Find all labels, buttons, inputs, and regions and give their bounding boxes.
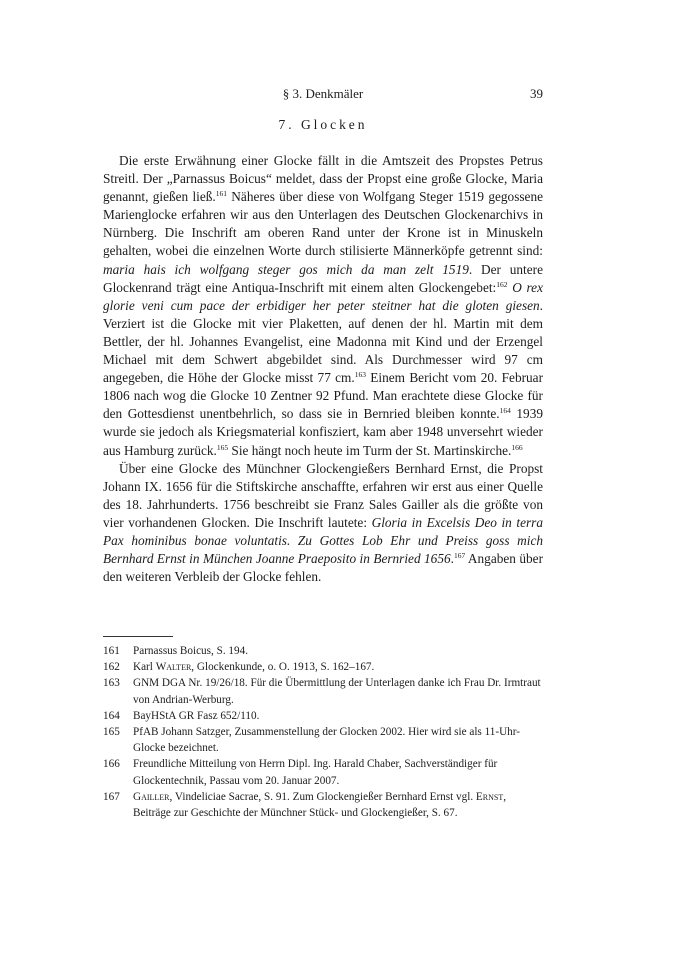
inscription-text: maria hais ich wolfgang steger gos mich da man zelt 1519 xyxy=(103,261,469,277)
footnote-163: 163 GNM DGA Nr. 19/26/18. Für die Übermittlung der Unterlagen danke ich Frau Dr. Irmtraut von Andrian-Werburg. xyxy=(103,677,541,706)
paragraph-2: Über eine Glocke des Münchner Glockengießers Bernhard Ernst, die Propst Johann IX. 1656 für die Stiftskirche anschaffte, erfahren wir erst aus einer Quelle des 18. Jahrhunderts. 1756 beschreibt sie Franz Sales Gailler als die größte von vier vorhandenen Glocken. Die Inschrift lautete: Gloria in Excelsis Deo in terra Pax hominibus bonae voluntatis. Zu Gottes Lob Ehr und Preiss goss mich Bernhard Ernst in München Joanne Praeposito in Bernried 1656.$^{167}$ Angaben über den weiteren Verbleib der Glocke fehlen. xyxy=(103,460,544,585)
inscription-text: Gloria in Excelsis Deo in terra Pax hominibus bonae voluntatis. Zu Gottes Lob Ehr und Preiss goss mich Bernhard Ernst in München Joanne Praeposito in Bernried 1656 xyxy=(103,514,543,567)
footnote-ref-167[interactable]: 167 xyxy=(453,551,466,561)
footnote-ref-161[interactable]: 161 xyxy=(215,189,227,199)
footnote-ref-164[interactable]: 164 xyxy=(499,406,511,416)
page-number: 39 xyxy=(530,86,543,101)
footnote-161: 161 Parnassus Boicus, S. 194. xyxy=(103,645,248,657)
footnote-165: 165 PfAB Johann Satzger, Zusammenstellung der Glocken 2002. Hier wird sie als 11-Uhr-Glocke bezeichnet. xyxy=(103,726,520,755)
footnote-167: 167 Gailler, Vindeliciae Sacrae, S. 91. Zum Glockengießer Bernhard Ernst vgl. Ernst, Beiträge zur Geschichte der Münchner Stück- und Glockengießer, S. 67. xyxy=(103,790,507,820)
footnote-ref-166[interactable]: 166 xyxy=(511,442,523,452)
section-title: 7. Glocken xyxy=(278,117,368,132)
footnote-162: 162 Karl Walter, Glockenkunde, o. O. 1913, S. 162–167. xyxy=(103,661,375,674)
footnote-ref-165[interactable]: 165 xyxy=(216,442,229,452)
page-header xyxy=(103,86,543,106)
running-title: § 3. Denkmäler xyxy=(282,86,364,101)
footnote-ref-162[interactable]: 162 xyxy=(496,279,508,289)
footnote-divider xyxy=(103,636,173,637)
footnote-164: 164 BayHStA GR Fasz 652/110. xyxy=(103,709,260,722)
footnote-ref-163[interactable]: 163 xyxy=(354,370,366,380)
inscription-text: O rex glorie veni cum pace der erbidiger her peter steitner hat die gloten giesen xyxy=(103,279,543,313)
footnote-166: 166 Freundliche Mitteilung von Herrn Dipl. Ing. Harald Chaber, Sachverständiger für Glockentechnik, Passau vom 20. Januar 2007. xyxy=(103,758,498,787)
footnotes xyxy=(103,643,543,821)
main-text xyxy=(103,152,543,586)
paragraph-1: Die erste Erwähnung einer Glocke fällt in die Amtszeit des Propstes Petrus Streitl. Der „Parnassus Boicus“ meldet, dass der Propst eine große Glocke, Maria genannt, gießen ließ.$^{161}$ Näheres über diese von Wolfgang Steger 1519 gegossene Marienglocke erfahren wir aus den Unterlagen des Deutschen Glockenarchivs in Nürnberg. Die Inschrift am oberen Rand unter der Krone ist in Minuskeln gehalten, wobei die einzelnen Worte durch stilisierte Männerköpfe getrennt sind: maria hais ich wolfgang steger gos mich da man zelt 1519. Der untere Glockenrand trägt eine Antiqua-Inschrift mit einem alten Glockengebet:$^{162}$ O rex glorie veni cum pace der erbidiger her peter steitner hat die gloten giesen. Verziert ist die Glocke mit vier Plaketten, auf denen der hl. Martin mit dem Bettler, der hl. Johannes Evangelist, eine Madonna mit Kind und der Erzengel Michael mit dem Schwert abgebildet sind. Als Durchmesser wird 97 cm angegeben, die Höhe der Glocke misst 77 cm.$^{163}$ Einem Bericht vom 20. Februar 1806 nach wog die Glocke 10 Zentner 92 Pfund. Man erachtete diese Glocke für den Gottesdienst unentbehrlich, so dass sie in Bernried bleiben konnte.$^{164}$ 1939 wurde sie jedoch als Kriegsmaterial konfisziert, kam aber 1948 unversehrt wieder aus Hamburg zurück.$^{165}$ Sie hängt noch heute im Turm der St. Martinskirche.$^{166}$ xyxy=(103,153,543,458)
